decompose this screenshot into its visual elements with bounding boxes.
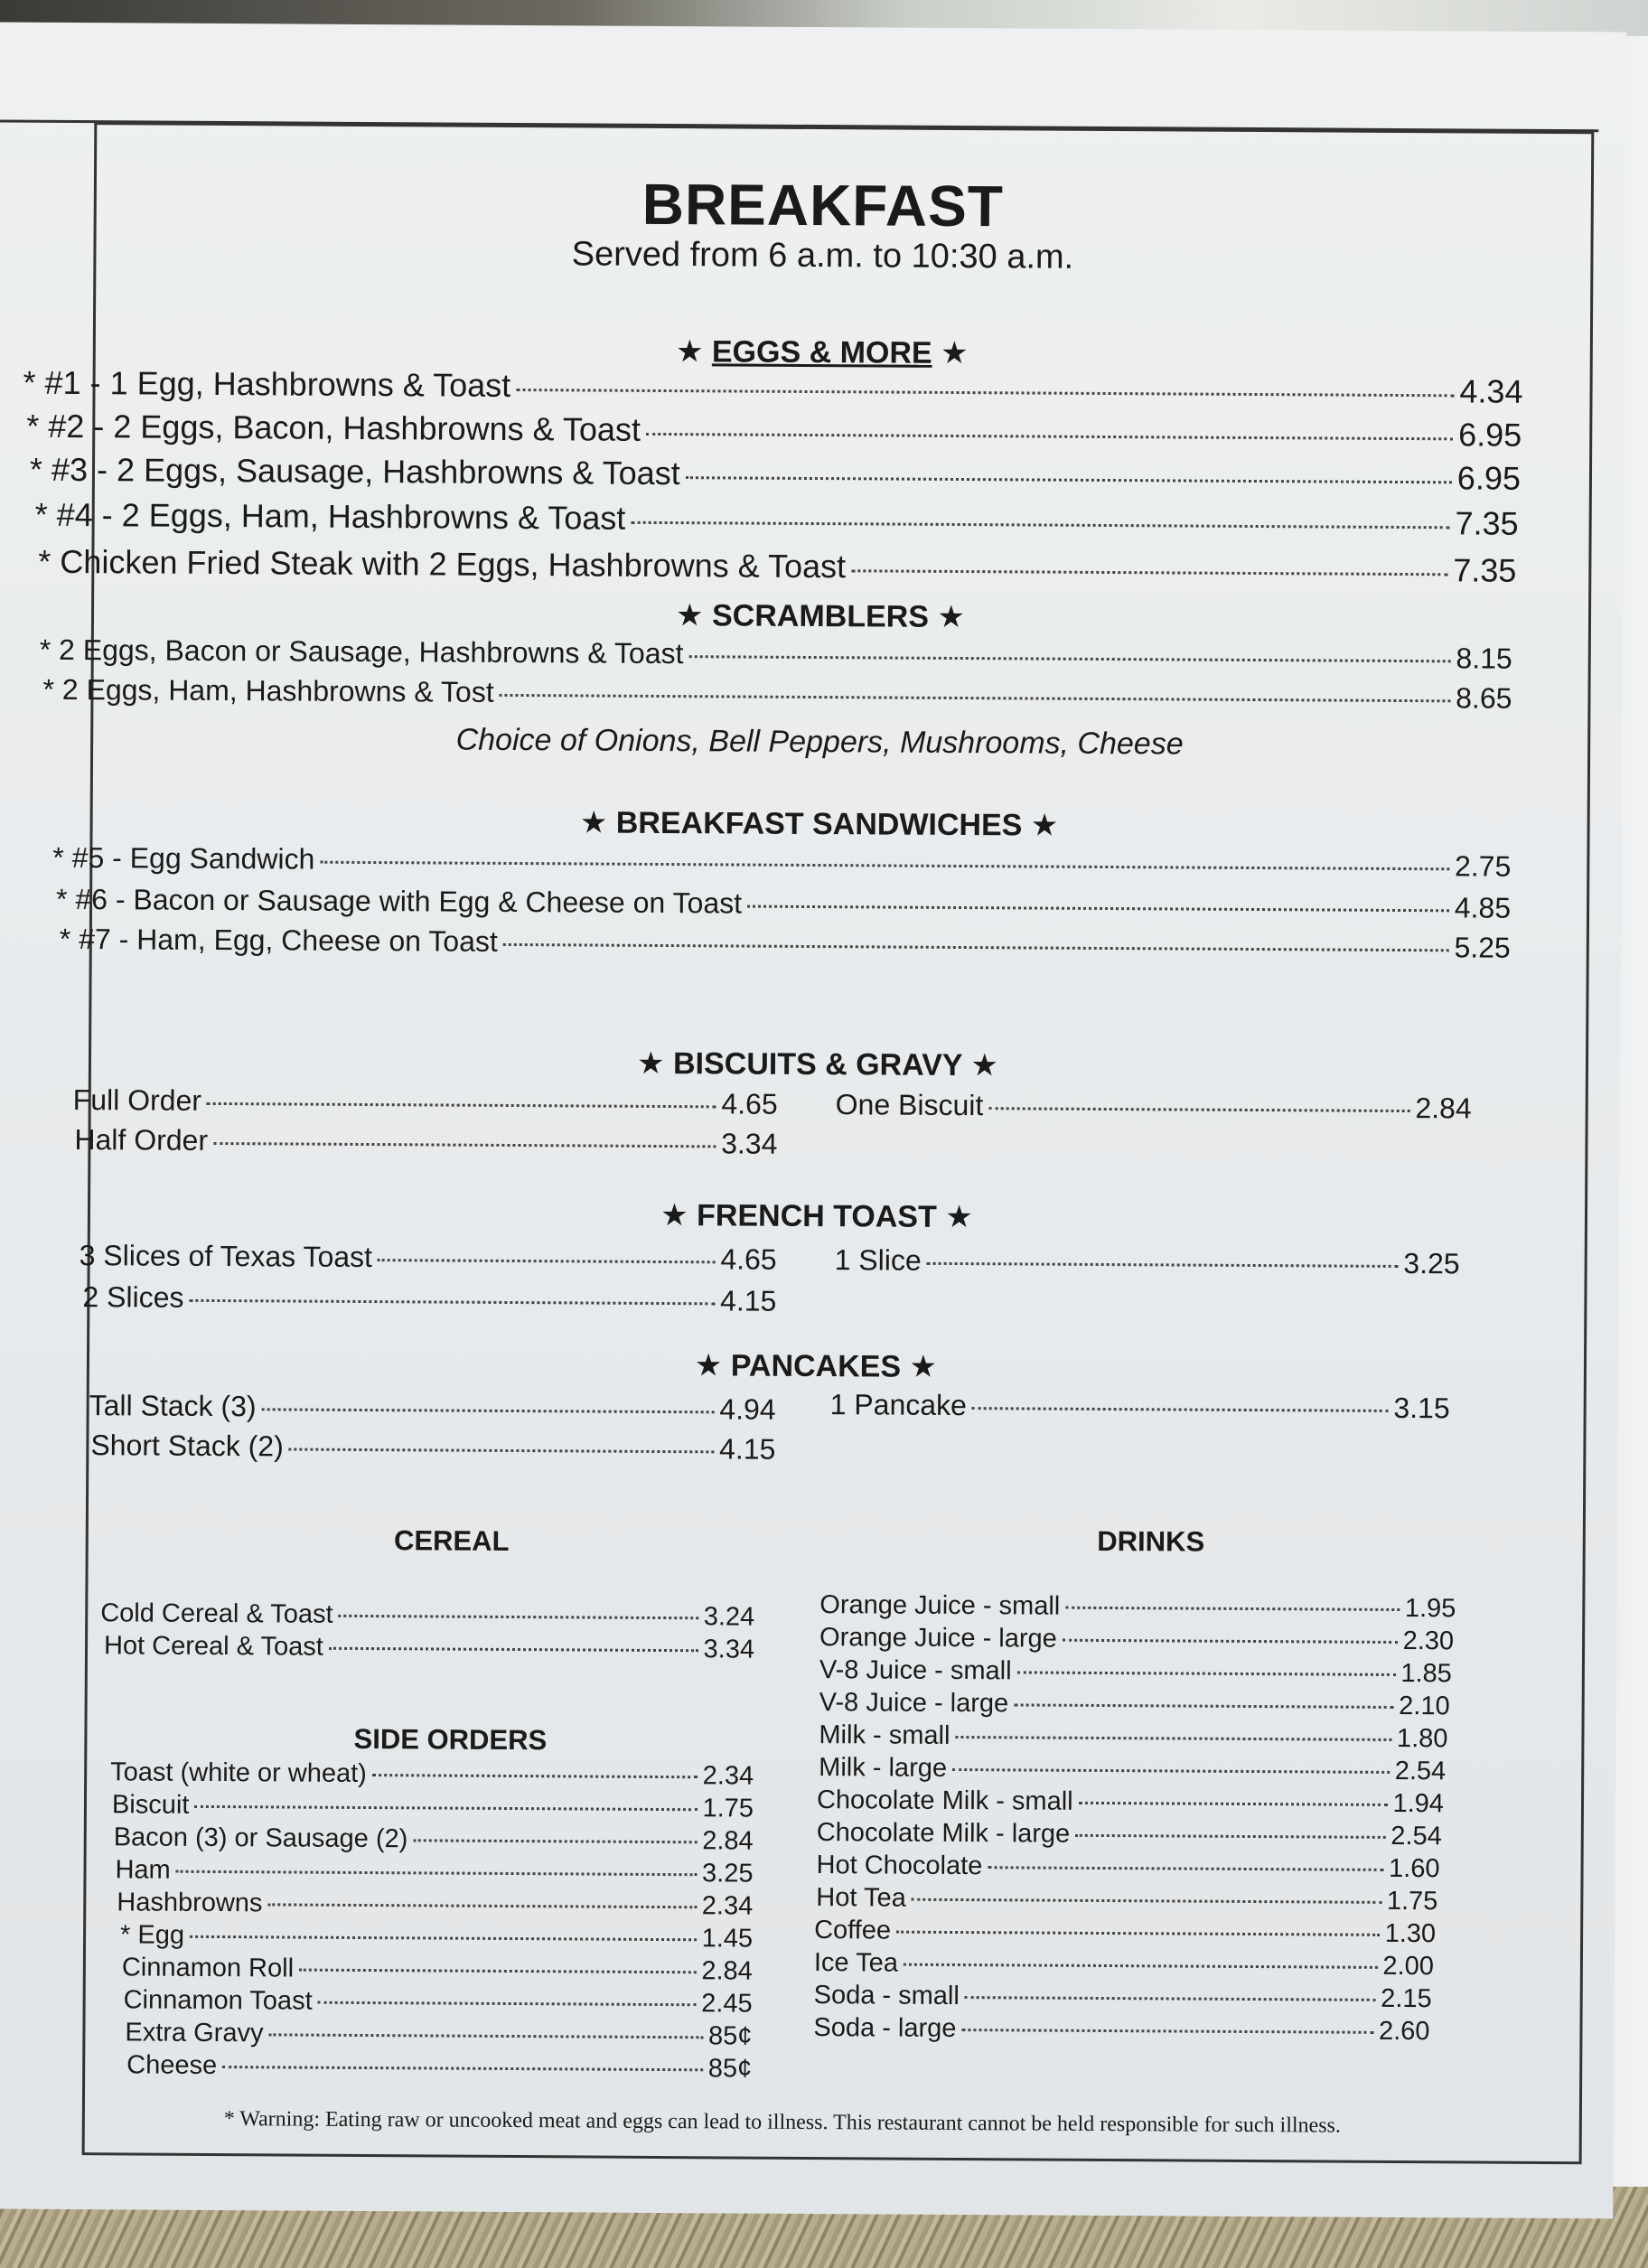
list-item: * #7 - Ham, Egg, Cheese on Toast 5.25 (59, 922, 1511, 964)
list-item: Chocolate Milk - small 1.94 (816, 1785, 1445, 1819)
list-item: Orange Juice - small 1.95 (819, 1590, 1456, 1624)
list-item: 2 Slices 4.15 (82, 1280, 777, 1317)
list-item: Extra Gravy 85¢ (125, 2018, 753, 2051)
section-eggs-more: ★ EGGS & MORE ★ (675, 334, 969, 371)
list-item: * 2 Eggs, Bacon or Sausage, Hashbrowns & Toast 8.15 (39, 633, 1512, 675)
scramblers-note: Choice of Onions, Bell Peppers, Mushrooms, Cheese (455, 722, 1184, 762)
list-item: Tall Stack (3) 4.94 (89, 1389, 776, 1426)
list-item: * Egg 1.45 (119, 1920, 754, 1954)
list-item: Cinnamon Toast 2.45 (123, 1985, 753, 2019)
section-pancakes: ★ PANCAKES ★ (694, 1348, 938, 1384)
list-item: Hot Chocolate 1.60 (816, 1851, 1440, 1884)
list-item: Cold Cereal & Toast 3.24 (100, 1598, 755, 1632)
list-item: * #3 - 2 Eggs, Sausage, Hashbrowns & Toast 6.95 (29, 450, 1522, 497)
list-item: * #1 - 1 Egg, Hashbrowns & Toast 4.34 (23, 363, 1523, 410)
list-item: V-8 Juice - small 1.85 (819, 1655, 1452, 1689)
list-item: Cheese 85¢ (126, 2050, 753, 2084)
list-item: 3 Slices of Texas Toast 4.65 (79, 1239, 777, 1276)
list-item: Short Stack (2) 4.15 (90, 1429, 776, 1466)
section-drinks: DRINKS (1097, 1524, 1205, 1558)
list-item: Hot Cereal & Toast 3.34 (103, 1631, 755, 1664)
list-item: Hashbrowns 2.34 (117, 1888, 754, 1921)
section-biscuits-gravy: ★ BISCUITS & GRAVY ★ (636, 1045, 998, 1083)
section-scramblers: ★ SCRAMBLERS ★ (676, 598, 966, 635)
section-side-orders: SIDE ORDERS (353, 1722, 548, 1757)
list-item: Cinnamon Roll 2.84 (121, 1953, 753, 1986)
list-item: * Chicken Fried Steak with 2 Eggs, Hashbrowns & Toast 7.35 (38, 542, 1517, 589)
list-item: Full Order 4.65 (72, 1083, 778, 1120)
page-subtitle: Served from 6 a.m. to 10:30 a.m. (571, 235, 1074, 276)
list-item: Half Order 3.34 (74, 1123, 778, 1160)
list-item: Toast (white or wheat) 2.34 (110, 1757, 754, 1791)
section-breakfast-sandwiches: ★ BREAKFAST SANDWICHES ★ (579, 805, 1059, 843)
list-item: * 2 Eggs, Ham, Hashbrowns & Tost 8.65 (42, 672, 1512, 715)
list-item: Milk - small 1.80 (819, 1720, 1448, 1754)
list-item: Hot Tea 1.75 (816, 1883, 1438, 1917)
section-cereal: CEREAL (393, 1524, 510, 1557)
list-item: Soda - large 2.60 (813, 2013, 1430, 2047)
list-item: Milk - large 2.54 (819, 1753, 1447, 1786)
health-warning: * Warning: Eating raw or uncooked meat and eggs can lead to illness. This restaurant cannot be held responsible for such illness. (223, 2107, 1341, 2138)
list-item: Ice Tea 2.00 (813, 1948, 1434, 1982)
list-item: Chocolate Milk - large 2.54 (816, 1818, 1442, 1851)
list-item: Bacon (3) or Sausage (2) 2.84 (113, 1823, 754, 1856)
list-item: 1 Slice 3.25 (834, 1243, 1460, 1280)
list-item: * #5 - Egg Sandwich 2.75 (52, 840, 1512, 883)
list-item: Biscuit 1.75 (111, 1790, 754, 1823)
list-item: * #4 - 2 Eggs, Ham, Hashbrowns & Toast 7.35 (34, 495, 1519, 542)
section-french-toast: ★ FRENCH TOAST ★ (660, 1197, 973, 1235)
list-item: Soda - small 2.15 (813, 1981, 1432, 2014)
list-item: * #2 - 2 Eggs, Bacon, Hashbrowns & Toast 6.95 (26, 407, 1522, 454)
list-item: 1 Pancake 3.15 (829, 1388, 1450, 1425)
list-item: Orange Juice - large 2.30 (819, 1623, 1455, 1656)
list-item: V-8 Juice - large 2.10 (819, 1688, 1450, 1721)
list-item: Ham 3.25 (115, 1855, 754, 1888)
list-item: One Biscuit 2.84 (835, 1088, 1472, 1125)
list-item: * #6 - Bacon or Sausage with Egg & Cheese on Toast 4.85 (55, 882, 1512, 924)
list-item: Coffee 1.30 (814, 1916, 1437, 1949)
page-title: BREAKFAST (641, 171, 1005, 239)
menu-page (0, 23, 1626, 2219)
